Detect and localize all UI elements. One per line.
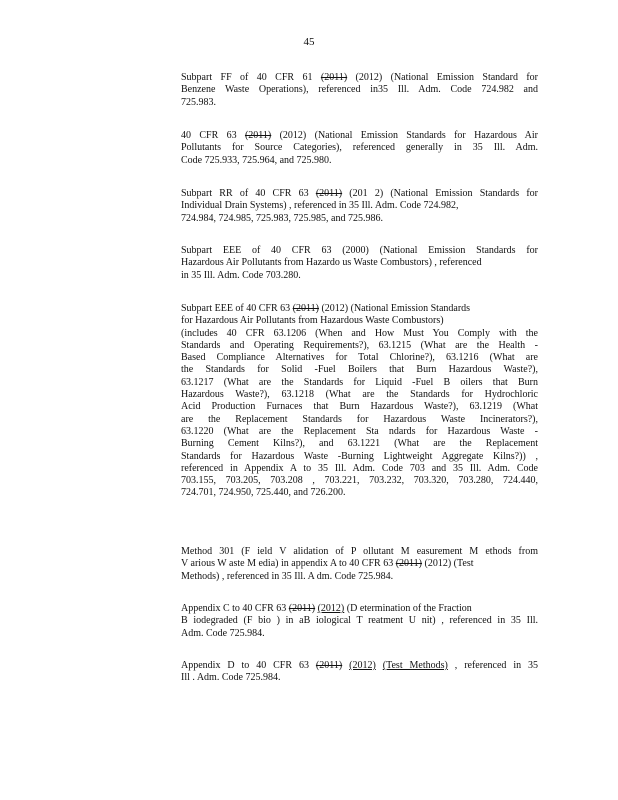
- text-segment: , referenced in 35: [447, 660, 539, 671]
- text-segment: 724.984, 724.985, 725.983, 725.985, and 725.986.: [181, 212, 383, 224]
- citation-appendix-d: [181, 660, 538, 685]
- text-segment: Benzene Waste Operations), referenced in35 Ill. Adm. Code 724.982 and: [181, 84, 538, 96]
- text-line: [181, 463, 538, 475]
- text-line: [181, 188, 538, 200]
- text-segment: (2012) (National Emission Standard for: [347, 72, 539, 83]
- text-segment: 725.983.: [181, 96, 216, 108]
- struck-text: (2011): [395, 558, 423, 570]
- text-line: [181, 660, 538, 672]
- text-line: [181, 72, 538, 84]
- citation-subpart-eee-2012: [181, 303, 538, 500]
- text-line: [181, 451, 538, 463]
- text-line: [181, 303, 538, 315]
- text-line: [181, 84, 538, 96]
- text-segment: Hazardous Waste?), 63.1218 (What are the Standards for Hydrochloric: [181, 389, 538, 401]
- citation-subpart-ff: [181, 72, 538, 109]
- text-segment: (2012) (National Emission Standards: [318, 303, 471, 314]
- struck-text: (2011): [288, 603, 316, 614]
- text-segment: Pollutants for Source Categories), referenced generally in 35 Ill. Adm.: [181, 142, 538, 154]
- text-line: [181, 245, 538, 257]
- text-segment: referenced in Appendix A to 35 Ill. Adm. Code 703 and 35 Ill. Adm. Code: [181, 462, 538, 474]
- text-segment: Subpart FF of 40 CFR 61: [181, 72, 321, 83]
- text-line: [181, 414, 538, 426]
- text-line: [181, 546, 538, 558]
- struck-text: (2011): [292, 303, 319, 314]
- text-line: [181, 389, 538, 401]
- text-segment: Acid Production Furnaces that Burn Hazardous Waste?), 63.1219 (What: [181, 401, 538, 413]
- struck-text: (2011): [244, 130, 272, 141]
- text-line: [181, 438, 538, 450]
- text-line: [181, 475, 538, 487]
- text-line: [181, 270, 538, 282]
- text-segment: Subpart EEE of 40 CFR 63 (2000) (National Emission Standards for: [181, 245, 538, 256]
- text-segment: Burning Cement Kilns?), and 63.1221 (What are the Replacement: [181, 438, 538, 450]
- text-line: [181, 364, 538, 376]
- text-line: [181, 315, 538, 327]
- text-segment: the Standards for Solid -Fuel Boilers that Burn Hazardous Waste?),: [181, 364, 538, 376]
- text-segment: (201 2) (National Emission Standards for: [342, 188, 538, 199]
- text-segment: (2012) (National Emission Standards for Hazardous Air: [271, 130, 538, 141]
- citation-appendix-c: [181, 603, 538, 640]
- text-line: [181, 142, 538, 154]
- text-line: [181, 487, 538, 499]
- text-segment: Standards for Hazardous Waste -Burning Lightweight Aggregate Kilns?)) ,: [181, 450, 538, 462]
- text-line: [181, 401, 538, 413]
- text-segment: (2012) (Test: [422, 558, 474, 570]
- text-segment: Method 301 (F ield V alidation of P ollutant M easurement M ethods from: [181, 546, 538, 557]
- text-segment: Code 725.933, 725.964, and 725.980.: [181, 154, 332, 166]
- text-line: [181, 257, 538, 269]
- text-segment: 63.1217 (What are the Standards for Liquid -Fuel B oilers that Burn: [181, 376, 538, 388]
- text-segment: Based Compliance Alternatives for Total Chlorine?), 63.1216 (What are: [181, 352, 538, 364]
- text-segment: V arious W aste M edia) in appendix A to 40 CFR 63: [181, 558, 396, 570]
- text-segment: Individual Drain Systems) , referenced in 35 Ill. Adm. Code 724.982,: [181, 200, 459, 212]
- text-line: [181, 628, 538, 640]
- text-line: [181, 426, 538, 438]
- text-line: [181, 603, 538, 615]
- text-segment: Standards and Operating Requirements?), 63.1215 (What are the Health -: [181, 339, 538, 351]
- text-segment: Methods) , referenced in 35 Ill. A dm. Code 725.984.: [181, 570, 394, 582]
- text-segment: Subpart EEE of 40 CFR 63: [181, 303, 293, 314]
- text-line: [181, 213, 538, 225]
- text-segment: 40 CFR 63: [181, 130, 245, 141]
- text-line: [181, 672, 538, 684]
- text-segment: [376, 660, 383, 671]
- text-line: [181, 97, 538, 109]
- text-segment: in 35 Ill. Adm. Code 703.280.: [181, 269, 301, 281]
- text-line: [181, 340, 538, 352]
- text-segment: Hazardous Air Pollutants from Hazardo us Waste Combustors) , referenced: [181, 257, 482, 269]
- underlined-text: (Test Methods): [382, 660, 448, 671]
- citation-40-cfr-63: [181, 130, 538, 167]
- text-segment: (includes 40 CFR 63.1206 (When and How Must You Comply with the: [181, 327, 538, 339]
- text-line: [181, 377, 538, 389]
- text-segment: Ill . Adm. Code 725.984.: [181, 672, 281, 684]
- underlined-text: (2012): [349, 660, 376, 671]
- text-line: [181, 615, 538, 627]
- text-segment: 703.155, 703.205, 703.208 , 703.221, 703.232, 703.320, 703.280, 724.440,: [181, 475, 538, 487]
- citation-method-301: [181, 546, 538, 583]
- text-line: [181, 558, 538, 570]
- text-segment: 63.1220 (What are the Replacement Sta ndards for Hazardous Waste -: [181, 425, 538, 437]
- text-segment: are the Replacement Standards for Hazardous Waste Incinerators?),: [181, 413, 538, 425]
- text-segment: Appendix C to 40 CFR 63: [181, 603, 289, 614]
- text-segment: 724.701, 724.950, 725.440, and 726.200.: [181, 487, 346, 499]
- text-line: [181, 571, 538, 583]
- text-segment: Appendix D to 40 CFR 63: [181, 660, 316, 671]
- underlined-text: (2012): [317, 603, 345, 614]
- text-segment: B iodegraded (F bio ) in aB iological T reatment U nit) , referenced in 35 Ill.: [181, 615, 538, 627]
- text-line: [181, 200, 538, 212]
- struck-text: (2011): [315, 188, 343, 199]
- text-segment: Subpart RR of 40 CFR 63: [181, 188, 316, 199]
- struck-text: (2011): [320, 72, 348, 83]
- citation-subpart-rr: [181, 188, 538, 225]
- text-line: [181, 352, 538, 364]
- struck-text: (2011): [315, 660, 343, 671]
- text-line: [181, 328, 538, 340]
- text-segment: (D etermination of the Fraction: [344, 603, 472, 614]
- citation-subpart-eee-2000: [181, 245, 538, 282]
- text-segment: Adm. Code 725.984.: [181, 627, 265, 639]
- text-line: [181, 155, 538, 167]
- page-number: 45: [303, 36, 315, 48]
- text-line: [181, 130, 538, 142]
- text-segment: for Hazardous Air Pollutants from Hazardous Waste Combustors): [181, 315, 444, 327]
